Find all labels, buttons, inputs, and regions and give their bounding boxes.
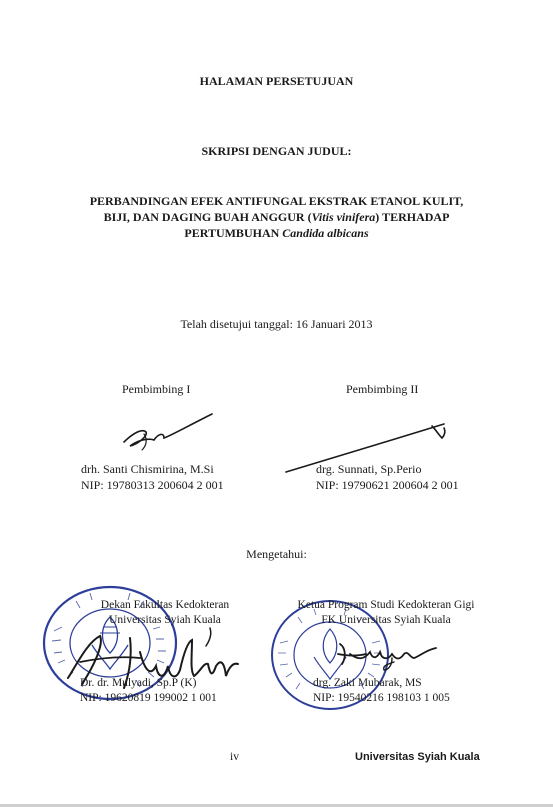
program-head-title-line-1: Ketua Program Studi Kedokteran Gigi xyxy=(297,599,475,611)
species-name-candida: Candida albicans xyxy=(282,226,369,240)
dean-nip: NIP: 19620819 199002 1 001 xyxy=(80,692,217,704)
thesis-title-line-1: PERBANDINGAN EFEK ANTIFUNGAL EKSTRAK ETANOL KULIT, xyxy=(89,194,464,208)
thesis-subtitle: SKRIPSI DENGAN JUDUL: xyxy=(201,144,352,158)
supervisor-1-block xyxy=(81,461,224,493)
dean-title-block xyxy=(80,598,250,628)
signature-program-head xyxy=(336,636,446,672)
supervisor-2-block xyxy=(316,461,459,493)
supervisor-2-name: drg. Sunnati, Sp.Perio xyxy=(316,462,422,476)
acknowledged-label: Mengetahui: xyxy=(246,547,307,561)
program-head-signature-block xyxy=(313,676,450,706)
supervisor-1-nip: NIP: 19780313 200604 2 001 xyxy=(81,478,224,492)
dean-title-line-2: Universitas Syiah Kuala xyxy=(109,614,221,626)
supervisor-2-role: Pembimbing II xyxy=(346,382,419,396)
page-heading: HALAMAN PERSETUJUAN xyxy=(199,74,354,88)
program-head-nip: NIP: 19540216 198103 1 005 xyxy=(313,692,450,704)
supervisor-1-name: drh. Santi Chismirina, M.Si xyxy=(81,462,214,476)
program-head-title-line-2: FK Universitas Syiah Kuala xyxy=(321,614,451,626)
thesis-title xyxy=(0,193,553,241)
program-head-title-block xyxy=(272,598,500,628)
supervisor-1-role: Pembimbing I xyxy=(122,382,191,396)
page-number: iv xyxy=(230,751,239,763)
dean-signature-block xyxy=(80,676,217,706)
dean-name: Dr. dr. Mulyadi, Sp.P (K) xyxy=(80,677,197,689)
thesis-title-line-3: PERTUMBUHAN Candida albicans xyxy=(184,226,369,240)
thesis-title-line-2: BIJI, DAN DAGING BUAH ANGGUR (Vitis vinifera) TERHADAP xyxy=(103,210,450,224)
program-head-name: drg. Zaki Mubarak, MS xyxy=(313,677,422,689)
signature-supervisor-1 xyxy=(118,410,228,454)
footer-institution: Universitas Syiah Kuala xyxy=(355,751,480,763)
approval-date: Telah disetujui tanggal: 16 Januari 2013 xyxy=(180,317,373,331)
species-name-vitis: Vitis vinifera xyxy=(311,210,376,224)
supervisor-2-nip: NIP: 19790621 200604 2 001 xyxy=(316,478,459,492)
dean-title-line-1: Dekan Fakultas Kedokteran xyxy=(100,599,230,611)
